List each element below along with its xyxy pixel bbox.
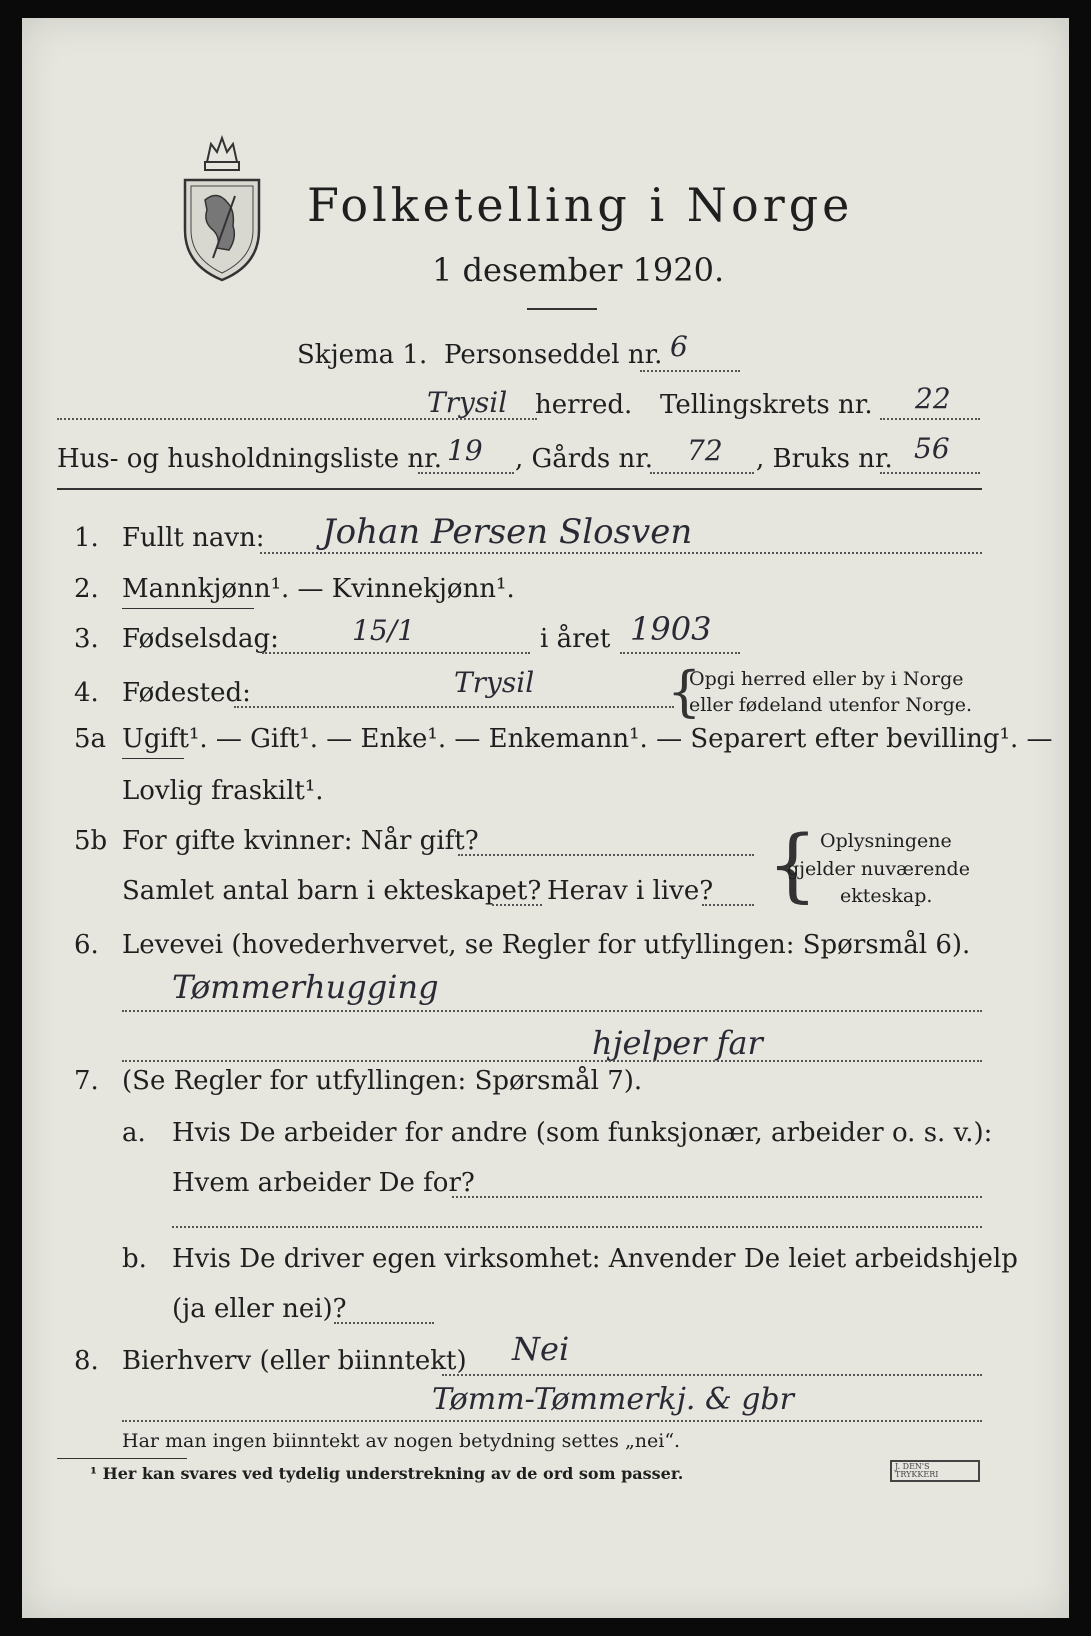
- gards-value[interactable]: 72: [687, 434, 723, 467]
- sex-options[interactable]: Mannkjønn¹. — Kvinnekjønn¹.: [122, 574, 515, 604]
- q5b-note-1: Oplysningene: [820, 830, 952, 852]
- occupation-value[interactable]: Tømmerhugging: [172, 968, 439, 1006]
- section-divider: [57, 488, 982, 490]
- q5b-number: 5b: [74, 826, 108, 856]
- form-title: Folketelling i Norge: [307, 178, 854, 232]
- husliste-value[interactable]: 19: [447, 434, 483, 467]
- q4-note-2: eller fødeland utenfor Norge.: [689, 694, 973, 716]
- q5b-note-2: gjelder nuværende: [787, 858, 970, 880]
- q7-number: 7.: [74, 1066, 99, 1096]
- footnote-rule: [57, 1458, 187, 1459]
- occupation-value-2[interactable]: hjelper far: [592, 1024, 763, 1062]
- q3-number: 3.: [74, 624, 99, 654]
- q4-label: Fødested:: [122, 678, 251, 708]
- q7b-line-2: (ja eller nei)?: [172, 1294, 347, 1324]
- hired-help-field[interactable]: [334, 1322, 434, 1324]
- gards-label: , Gårds nr.: [515, 444, 654, 474]
- bruks-value[interactable]: 56: [914, 432, 950, 465]
- footnote: ¹ Her kan svares ved tydelig understrekning av de ord som passer.: [90, 1464, 684, 1483]
- sex-underline: [122, 608, 254, 609]
- personseddel-label: Personseddel nr.: [444, 340, 663, 370]
- q6-number: 6.: [74, 930, 99, 960]
- brace-icon-2: {: [767, 818, 818, 911]
- q8-label: Bierhverv (eller biinntekt): [122, 1346, 467, 1376]
- q5b-note-3: ekteskap.: [840, 885, 933, 907]
- q4-note-1: Opgi herred eller by i Norge: [689, 668, 964, 690]
- side-income-value[interactable]: Nei: [512, 1330, 570, 1368]
- herred-label: herred.: [535, 390, 633, 420]
- census-form: [22, 18, 1069, 1618]
- personseddel-value[interactable]: 6: [670, 330, 688, 363]
- q7a-number: a.: [122, 1118, 146, 1148]
- employer-field[interactable]: [452, 1196, 982, 1198]
- q5b-children-total: Samlet antal barn i ekteskapet?: [122, 876, 542, 906]
- q7a-line-1: Hvis De arbeider for andre (som funksjonær, arbeider o. s. v.):: [172, 1118, 993, 1148]
- q3-label: Fødselsdag:: [122, 624, 279, 654]
- brace-icon: {: [667, 660, 702, 723]
- birthplace-value[interactable]: Trysil: [454, 666, 535, 699]
- q2-number: 2.: [74, 574, 99, 604]
- year-label: i året: [540, 624, 611, 654]
- q8-number: 8.: [74, 1346, 99, 1376]
- q4-number: 4.: [74, 678, 99, 708]
- q5a-number: 5a: [74, 724, 107, 754]
- birthday-value[interactable]: 15/1: [352, 614, 415, 647]
- husliste-label: Hus- og husholdningsliste nr.: [57, 444, 443, 474]
- q5b-children-alive: Herav i live?: [547, 876, 714, 906]
- marital-underline: [122, 758, 184, 759]
- marital-status-options[interactable]: Ugift¹. — Gift¹. — Enke¹. — Enkemann¹. — Separert efter bevilling¹. —: [122, 724, 1053, 754]
- tellingskrets-label: Tellingskrets nr.: [660, 390, 873, 420]
- coat-of-arms-icon: [177, 130, 267, 282]
- q6-label: Levevei (hovederhvervet, se Regler for utfyllingen: Spørsmål 6).: [122, 930, 971, 960]
- q7-label: (Se Regler for utfyllingen: Spørsmål 7).: [122, 1066, 643, 1096]
- herred-value[interactable]: Trysil: [427, 386, 508, 419]
- side-income-value-2[interactable]: Tømm-Tømmerkj. & gbr: [432, 1382, 794, 1417]
- q5b-married-when: For gifte kvinner: Når gift?: [122, 826, 479, 856]
- title-rule: [527, 308, 597, 310]
- q7b-number: b.: [122, 1244, 147, 1274]
- q7b-line-1: Hvis De driver egen virksomhet: Anvender De leiet arbeidshjelp: [172, 1244, 1018, 1274]
- full-name-value[interactable]: Johan Persen Slosven: [322, 512, 693, 552]
- marital-status-options-2[interactable]: Lovlig fraskilt¹.: [122, 776, 324, 806]
- q1-number: 1.: [74, 523, 99, 553]
- q8-note: Har man ingen biinntekt av nogen betydning settes „nei“.: [122, 1430, 681, 1452]
- census-date: 1 desember 1920.: [432, 251, 725, 289]
- printer-stamp: J. DEN'S TRYKKERI: [890, 1460, 980, 1482]
- bruks-label: , Bruks nr.: [756, 444, 893, 474]
- q7a-line-2: Hvem arbeider De for?: [172, 1168, 475, 1198]
- tellingskrets-value[interactable]: 22: [915, 382, 951, 415]
- birth-year-value[interactable]: 1903: [630, 610, 712, 648]
- q1-label: Fullt navn:: [122, 523, 265, 553]
- skjema-label: Skjema 1.: [297, 340, 428, 370]
